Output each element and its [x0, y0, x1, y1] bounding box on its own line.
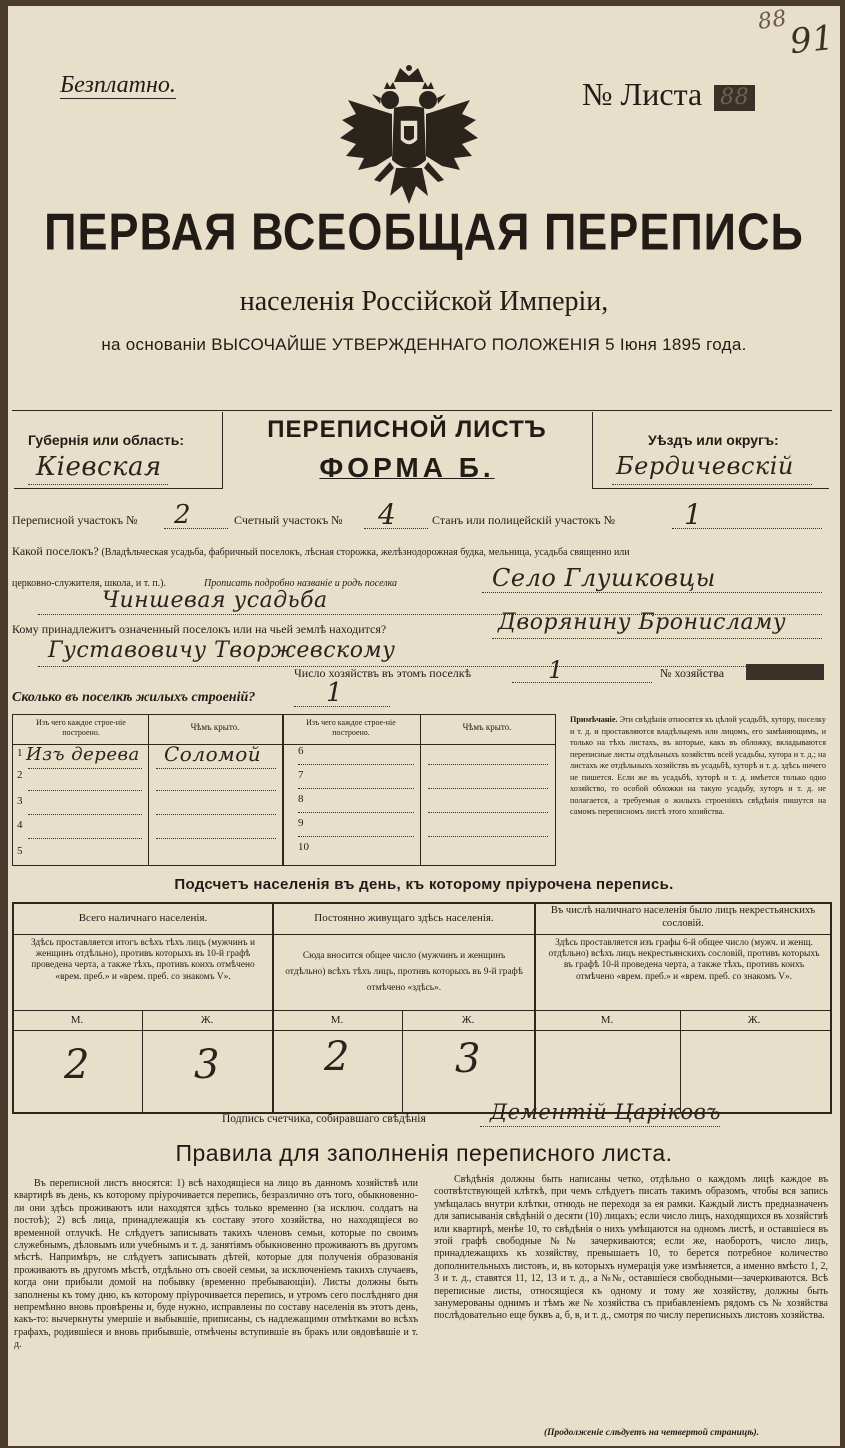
census-form-page	[8, 6, 840, 1446]
col1-female-value: 3	[194, 1042, 220, 1088]
note-block	[570, 714, 826, 818]
col3-female-header: Ж.	[747, 1014, 761, 1026]
population-col3-title: Въ числѣ наличнаго населенія было лицъ некрестьянскихъ сословій.	[550, 905, 816, 929]
sheet-number-label: № Листа	[582, 76, 703, 112]
buildings-col4-header: Чѣмъ крыто.	[462, 722, 512, 732]
population-col1-text: Здѣсь проставляется итогъ всѣхъ тѣхъ лицъ (мужчинъ и женщинъ отдѣльно), противъ которыхъ въ 10-й графѣ проведена черта, а также тѣхъ, противъ коихъ отмѣчено «врем. преб.» и «врем. преб. со знакомъ V».	[30, 938, 256, 982]
building-row-num: 3	[17, 795, 23, 807]
settlement-value: Село Глушковцы	[492, 564, 716, 592]
col1-male-value: 2	[64, 1042, 90, 1088]
census-area-value: 2	[174, 500, 192, 530]
population-col3-text: Здѣсь проставляется изъ графы 6-й общее число (мужч. и женщ. отдѣльно) всѣхъ лицъ некрестьянскихъ сословій, противъ которыхъ въ графѣ 10-й проведена черта, а также тѣхъ, противъ коихъ отмѣчено «врем. преб.» и «врем. преб. со знакомъ V».	[548, 938, 820, 982]
owner-label: Кому принадлежитъ означенный поселокъ или на чьей землѣ находится?	[12, 622, 387, 636]
rules-continued-note: (Продолженіе слѣдуетъ на четвертой страницѣ).	[544, 1428, 760, 1438]
building-row-num: 5	[17, 845, 23, 857]
province-label: Губернія или область:	[28, 432, 185, 448]
settlement-hint-2: церковно-служителя, школа, и т. п.).	[12, 578, 166, 589]
settlement-label: Какой поселокъ?	[12, 544, 99, 558]
sheet-number	[582, 76, 755, 112]
census-area-label: Переписной участокъ №	[12, 513, 138, 527]
note-text: Эти свѣдѣнія относятся къ цѣлой усадьбѣ, хутору, поселку и т. д. и проставляются владѣльцемъ или лицомъ, его замѣняющимъ, и только на тѣхъ листахъ, въ которые, какъ въ обложку, вкладываются переписные листы отдѣльныхъ хозяйствъ всей усадьбы, хутора и т. д.; на листахъ же отдѣльныхъ хозяйствъ въ усадьбѣ, хуторѣ и т. д. здѣсь ничего не пишется. Если же въ усадьбѣ, хуторѣ и т. д. имѣется только одно хозяйство, то особой обложки на такую усадьбу, хуторъ и т. д. не полагается, а требуемыя о жилыхъ строеніяхъ свѣдѣнія пишутся на самомъ переписномъ листѣ этого хозяйства.	[570, 715, 826, 816]
settlement-value-line-2: Чиншевая усадьба	[102, 588, 328, 613]
settlement-hint: (Владѣльческая усадьба, фабричный поселокъ, лѣсная сторожка, желѣзнодорожная будка, мельница, усадьба священно или	[101, 547, 630, 558]
count-area-label: Счетный участокъ №	[234, 513, 343, 527]
buildings-col2-header: Чѣмъ крыто.	[190, 722, 240, 732]
col2-male-value: 2	[324, 1034, 350, 1080]
archive-number-mark: 88	[756, 6, 789, 35]
province-value: Кіевская	[36, 452, 162, 482]
imperial-eagle-emblem	[334, 64, 484, 214]
col3-male-header: М.	[600, 1014, 614, 1026]
building-row-num: 8	[298, 793, 304, 805]
census-title: ПЕРВАЯ ВСЕОБЩАЯ ПЕРЕПИСЬ	[44, 202, 804, 261]
households-value: 1	[548, 656, 564, 684]
buildings-col1-header: Изъ чего каждое строе-ніе построено.	[36, 718, 126, 737]
rules-heading: Правила для заполненія переписного листа.	[175, 1140, 673, 1166]
buildings-col3-header: Изъ чего каждое строе-ніе построено.	[306, 718, 396, 737]
signature-label: Подпись счетчика, собиравшаго свѣдѣнія	[222, 1113, 426, 1125]
rules-left-column: Въ переписной листъ вносятся: 1) всѣ находящіеся на лицо въ данномъ хозяйствѣ или квартирѣ въ день, къ которому пріурочивается перепись, безразлично отъ того, обыкновенно-ли они здѣсь проживаютъ или находятся здѣсь только временно (за исключ. солдатъ на постоѣ); 2) всѣ лица, принадлежащія къ составу этого хозяйства, но находящіеся во временной отлучкѣ. Не слѣдуетъ записывать такихъ членовъ семьи, которые по своимъ служебнымъ, дѣловымъ или учебнымъ и т. д. занятіямъ обыкновенно проживаютъ въ другомъ мѣстѣ. Напримѣръ, не слѣдуетъ записывать дѣтей, которые для полученія образованія проживаютъ въ другомъ мѣстѣ, отдѣльно отъ своей семьи, за исключеніемъ такихъ случаевъ, когда они прибыли домой на побывку (временно пребывающіи). Листы должны быть заполнены къ тому дню, къ которому пріурочивается перепись, и утромъ сего послѣдняго дня непремѣнно вновь провѣрены и, буде нужно, исправлены по составу населенія въ этотъ день, какъ-то: вычеркнуты умершіе и выбывшіе, приписаны, съ надлежащими отмѣтками во всѣхъ графахъ, родившіеся и вновь прибывшіе, отмѣчены вступившіе въ бракъ или овдовѣвшіе и т. д.	[14, 1178, 418, 1351]
building-row-num: 2	[17, 769, 23, 781]
building-row-num: 6	[298, 745, 304, 757]
buildings-value: 1	[326, 678, 344, 708]
owner-value: Дворянину Бронисламу	[498, 610, 787, 635]
owner-value-line-2: Густавовичу Творжевскому	[48, 638, 396, 663]
households-label: Число хозяйствъ въ этомъ поселкѣ	[294, 666, 472, 680]
archive-number-mark-2: 91	[788, 17, 837, 63]
police-area-value: 1	[684, 498, 703, 531]
buildings-label: Сколько въ поселкѣ жилыхъ строеній?	[12, 690, 256, 705]
settlement-label-line	[12, 544, 832, 559]
police-area-label: Станъ или полицейскій участокъ №	[432, 513, 616, 527]
note-label: Примѣчаніе.	[570, 715, 618, 724]
building-row-num: 7	[298, 769, 304, 781]
col2-female-value: 3	[455, 1036, 481, 1082]
rules-right-column: Свѣдѣнія должны быть написаны четко, отдѣльно о каждомъ лицѣ каждое въ соотвѣтствующей клѣткѣ, при чемъ слѣдуетъ писать такимъ образомъ, чтобы вся запись умѣщалась внутри клѣтки, отнюдь не переходя за ея рамки. Каждый листъ предназначенъ для записыванія свѣдѣній о десяти (10) лицахъ; если число лицъ, находящихся въ хозяйствѣ или квартирѣ, менѣе 10, то свѣдѣнія о нихъ умѣщаются на одномъ листѣ, и оставшіеся въ этой графѣ свободные №№ зачеркиваются; если же, наоборотъ, число лицъ, принадлежащихъ къ хозяйству, превышаетъ 10, то берется потребное количество дополнительныхъ листовъ, и, въ которыхъ нумерація уже измѣняется, а именно вмѣсто 1, 2, 3 и т. д., ставятся 11, 12, 13 и т. д., а №№, оставшіеся свободными—зачеркиваются. Всѣ переписные листы, относящіеся къ одному и тому же хозяйству, должны быть занумерованы однимъ и тѣмъ же № хозяйства съ прибавленіемъ рядомъ съ № хозяйства послѣдовательно еще буквъ а, б, в, и т. д., смотря по числу переписныхъ листовъ хозяйства.	[434, 1174, 828, 1322]
col1-male-header: М.	[70, 1014, 84, 1026]
census-subtitle: населенія Россійской Имперіи,	[239, 286, 609, 317]
col2-male-header: М.	[330, 1014, 344, 1026]
building-row-num: 10	[298, 841, 309, 853]
population-col1-title: Всего наличнаго населенія.	[78, 912, 208, 924]
settlement-hint-italic: Прописать подробно названіе и родъ поселка	[204, 578, 398, 589]
sheet-number-value: 88	[714, 85, 755, 111]
legal-basis-line: на основаніи ВЫСОЧАЙШЕ УТВЕРЖДЕННАГО ПОЛОЖЕНІЯ 5 Іюня 1895 года.	[101, 335, 747, 354]
form-title: ПЕРЕПИСНОЙ ЛИСТЪ	[267, 416, 547, 443]
building-row-num: 1	[17, 747, 23, 759]
count-area-value: 4	[378, 498, 397, 531]
building-row-num: 4	[17, 819, 23, 831]
district-label: Уѣздъ или округъ:	[648, 432, 779, 448]
household-number-field	[746, 664, 824, 680]
free-of-charge-label: Безплатно.	[60, 72, 176, 98]
building-row-roof: Соломой	[164, 742, 262, 766]
population-heading: Подсчетъ населенія въ день, къ которому пріурочена перепись.	[174, 876, 674, 893]
col2-female-header: Ж.	[461, 1014, 475, 1026]
building-row-num: 9	[298, 817, 304, 829]
household-number-label: № хозяйства	[660, 666, 725, 680]
population-col2-title: Постоянно живущаго здѣсь населенія.	[314, 912, 494, 924]
district-value: Бердичевскій	[616, 452, 794, 480]
signature-value: Дементій Царіковъ	[490, 1100, 721, 1124]
col1-female-header: Ж.	[200, 1014, 214, 1026]
building-row-material: Изъ дерева	[26, 744, 140, 765]
population-col2-text: Сюда вносится общее число (мужчинъ и женщинъ отдѣльно) всѣхъ тѣхъ лицъ, противъ которыхъ въ 9-й графѣ отмѣчено «здѣсь».	[285, 951, 523, 993]
form-name: ФОРМА Б.	[319, 452, 495, 483]
